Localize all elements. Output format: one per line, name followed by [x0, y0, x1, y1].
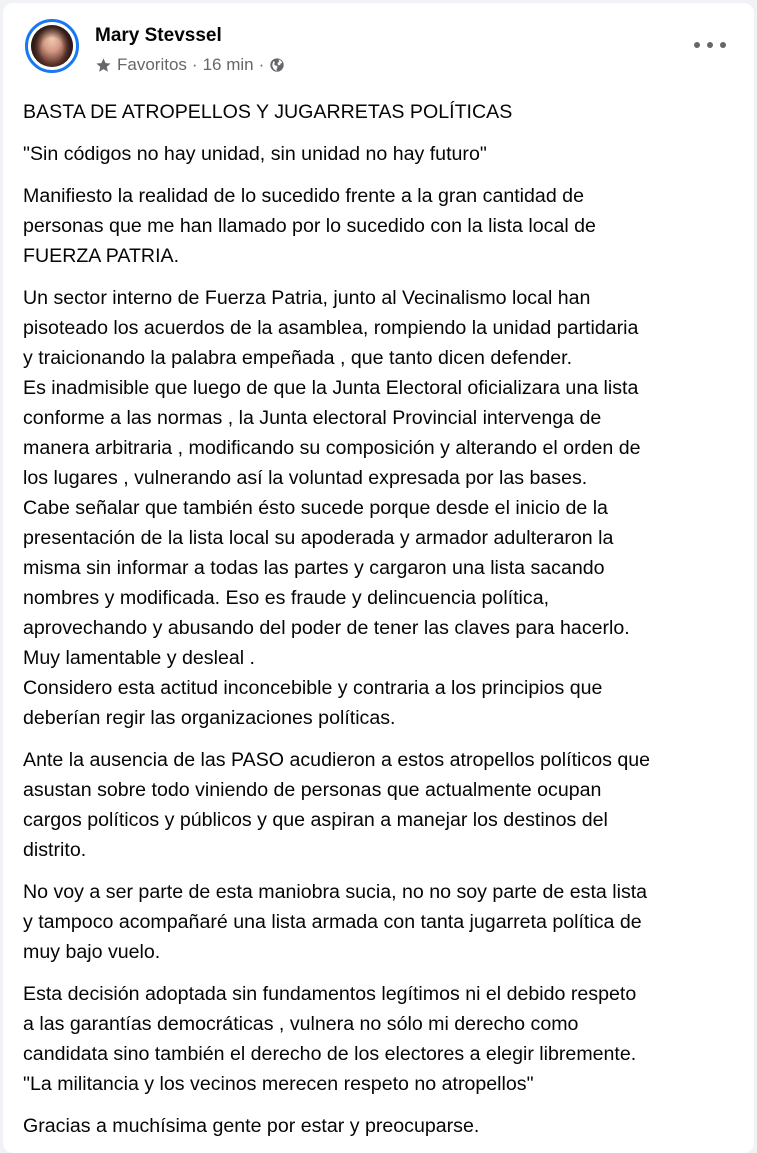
profile-photo: [31, 25, 73, 67]
post-text-line: conforme a las normas , la Junta electoral Provincial intervenga de: [23, 407, 602, 429]
post-text-line: personas que me han llamado por lo sucedido con la lista local de: [23, 215, 596, 237]
avatar[interactable]: [25, 19, 79, 73]
post-text-line: y tampoco acompañaré una lista armada con tanta jugarreta política de: [23, 911, 642, 933]
post-text-line: "Sin códigos no hay unidad, sin unidad no hay futuro": [23, 143, 487, 165]
post-time[interactable]: 16 min: [202, 55, 254, 74]
post-body: [23, 97, 735, 1153]
star-icon: [95, 57, 112, 74]
post-paragraph: [23, 1111, 735, 1141]
post-paragraph: [23, 979, 735, 1099]
post-text-line: los lugares , vulnerando así la voluntad expresada por las bases.: [23, 467, 588, 489]
post-text-line: asustan sobre todo viniendo de personas que actualmente ocupan: [23, 779, 602, 801]
post-card: [3, 3, 754, 1153]
post-text-line: Esta decisión adoptada sin fundamentos legítimos ni el debido respeto: [23, 983, 637, 1005]
meta-separator: ·: [258, 55, 265, 74]
post-text-line: aprovechando y abusando del poder de tener las claves para hacerlo.: [23, 617, 630, 639]
post-text-line: Manifiesto la realidad de lo sucedido frente a la gran cantidad de: [23, 185, 584, 207]
post-text-line: muy bajo vuelo.: [23, 941, 161, 963]
post-text-line: Ante la ausencia de las PASO acudieron a estos atropellos políticos que: [23, 749, 651, 771]
post-text-line: deberían regir las organizaciones políticas.: [23, 707, 396, 729]
post-text-line: distrito.: [23, 839, 87, 861]
post-text-line: presentación de la lista local su apoderada y armador adulteraron la: [23, 527, 614, 549]
post-text-line: nombres y modificada. Eso es fraude y delincuencia política,: [23, 587, 550, 609]
post-paragraph: [23, 877, 735, 967]
more-options-icon[interactable]: [694, 33, 726, 57]
post-text-line: y traicionando la palabra empeñada , que tanto dicen defender.: [23, 347, 573, 369]
post-paragraph: [23, 139, 735, 169]
post-paragraph: [23, 283, 735, 733]
meta-separator: ·: [191, 55, 198, 74]
post-text-line: Cabe señalar que también ésto sucede porque desde el inicio de la: [23, 497, 608, 519]
globe-icon[interactable]: [269, 57, 285, 73]
post-text-line: Considero esta actitud inconcebible y contraria a los principios que: [23, 677, 603, 699]
post-header: [3, 3, 754, 99]
post-text-line: a las garantías democráticas , vulnera no sólo mi derecho como: [23, 1013, 579, 1035]
post-meta: [95, 55, 285, 75]
post-text-line: candidata sino también el derecho de los electores a elegir libremente.: [23, 1043, 637, 1065]
post-text-line: misma sin informar a todas las partes y cargaron una lista sacando: [23, 557, 605, 579]
post-text-line: Muy lamentable y desleal .: [23, 647, 255, 669]
post-paragraph: [23, 97, 735, 127]
post-text-line: cargos políticos y públicos y que aspiran a manejar los destinos del: [23, 809, 608, 831]
post-text-line: Es inadmisible que luego de que la Junta Electoral oficializara una lista: [23, 377, 639, 399]
post-text-line: Gracias a muchísima gente por estar y preocuparse.: [23, 1115, 480, 1137]
post-paragraph: [23, 181, 735, 271]
post-text-line: Un sector interno de Fuerza Patria, junto al Vecinalismo local han: [23, 287, 591, 309]
post-text-line: No voy a ser parte de esta maniobra sucia, no no soy parte de esta lista: [23, 881, 648, 903]
audience-label[interactable]: Favoritos: [117, 55, 187, 74]
post-text-line: pisoteado los acuerdos de la asamblea, rompiendo la unidad partidaria: [23, 317, 639, 339]
post-text-line: FUERZA PATRIA.: [23, 245, 180, 267]
author-name[interactable]: Mary Stevssel: [95, 25, 222, 46]
post-text-line: BASTA DE ATROPELLOS Y JUGARRETAS POLÍTICAS: [23, 101, 513, 123]
post-text-line: manera arbitraria , modificando su composición y alterando el orden de: [23, 437, 641, 459]
post-paragraph: [23, 745, 735, 865]
post-text-line: "La militancia y los vecinos merecen respeto no atropellos": [23, 1073, 534, 1095]
